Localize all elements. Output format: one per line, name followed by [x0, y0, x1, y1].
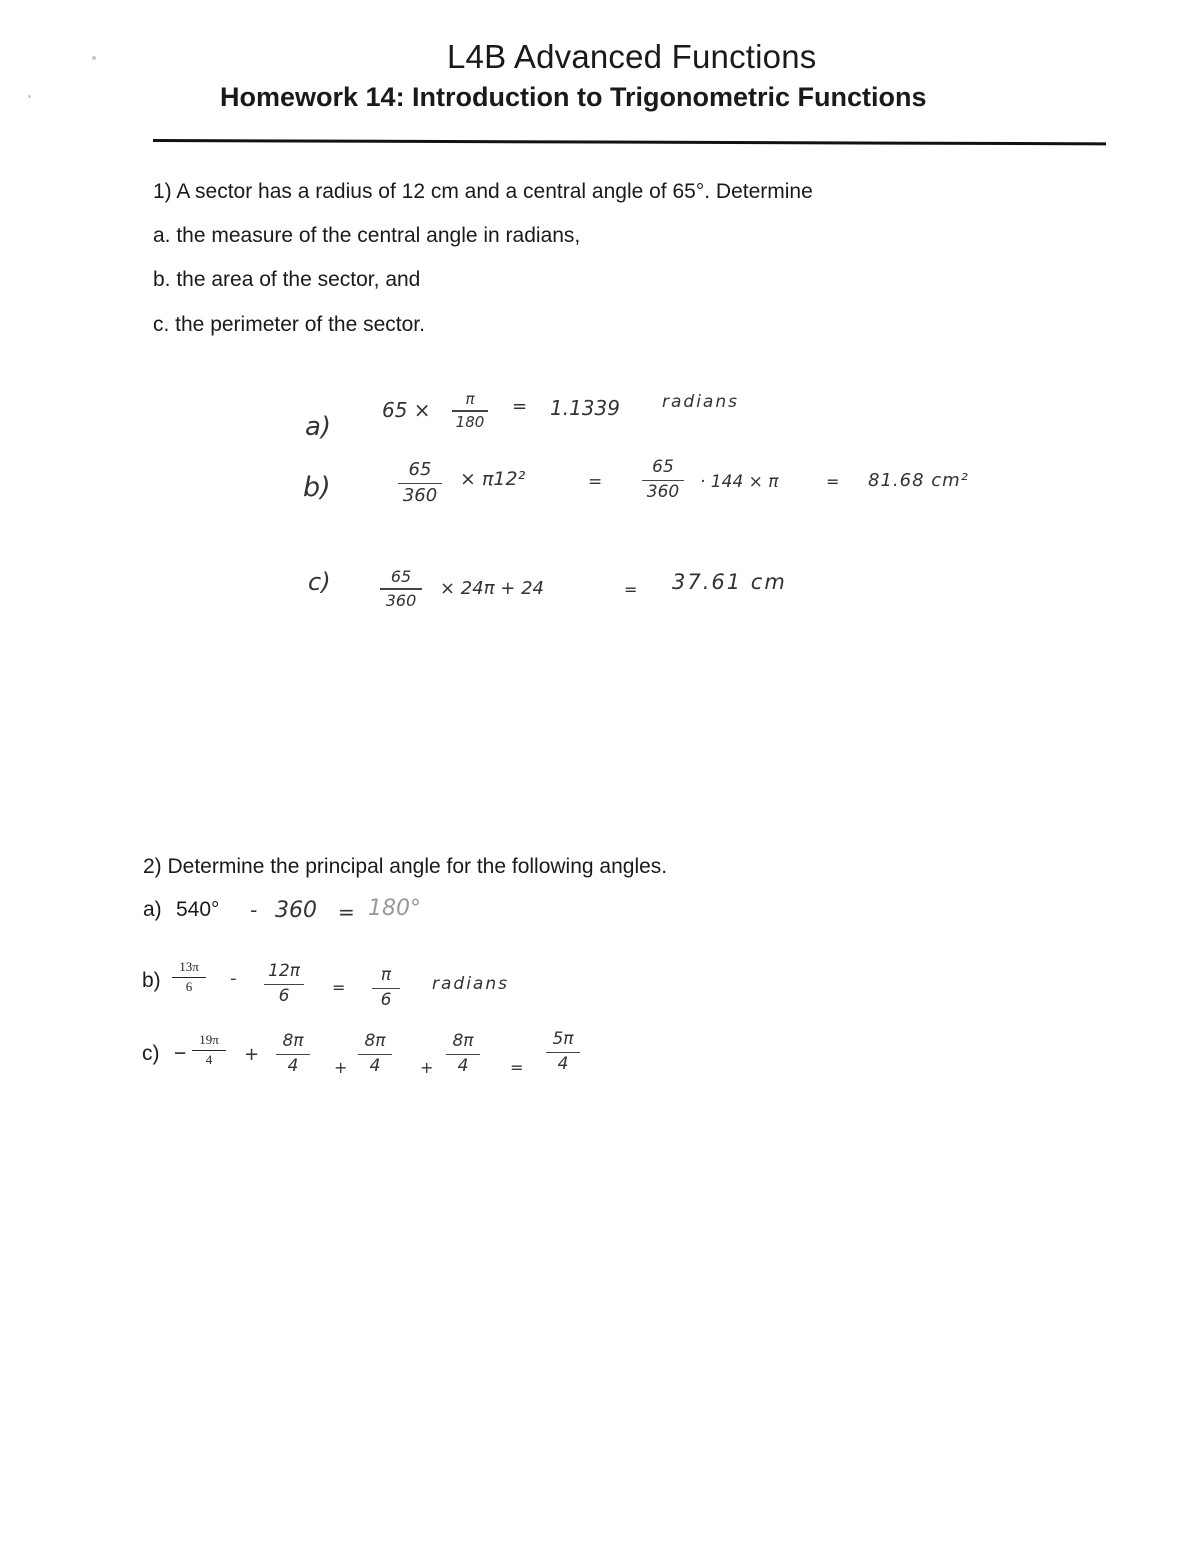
work-2b-fraction-1 — [264, 962, 304, 1006]
work-2b-unit: radians — [432, 974, 509, 994]
fraction-bar — [264, 984, 304, 985]
work-1b-equals-2: = — [826, 472, 840, 491]
question-2b-label: b) — [142, 969, 161, 992]
work-1a-fraction-den: 180 — [455, 412, 485, 431]
work-2b-fraction-2 — [372, 966, 400, 1010]
fraction-bar — [398, 483, 442, 484]
work-1b-middle: × π12² — [460, 468, 526, 490]
work-2a-result: 180° — [368, 896, 421, 921]
work-1b-equals-1: = — [588, 472, 603, 492]
work-2c-operator-1: + — [244, 1044, 260, 1065]
work-1a-equals: = — [512, 396, 528, 417]
fraction-bar — [358, 1054, 392, 1055]
work-1c-fraction — [380, 568, 422, 610]
document-subtitle: Homework 14: Introduction to Trigonometric Functions — [220, 82, 927, 112]
work-1a-result: 1.1339 — [550, 396, 620, 420]
work-1c-middle: × 24π + 24 — [440, 578, 544, 599]
work-1a-lhs: 65 × — [382, 398, 431, 422]
question-2-prompt: 2) Determine the principal angle for the following angles. — [143, 855, 668, 878]
fraction-bar — [446, 1054, 480, 1055]
work-2b-equals: = — [332, 978, 346, 997]
work-2c-fraction-4-den: 4 — [557, 1053, 569, 1074]
work-1a-unit: radians — [662, 392, 739, 412]
question-2b-fraction — [172, 960, 206, 995]
work-1b-fraction-2-num: 65 — [652, 457, 674, 477]
work-1b-fraction-2-den: 360 — [646, 481, 680, 502]
fraction-bar — [372, 988, 400, 989]
work-1a-fraction — [452, 391, 488, 431]
work-1c-fraction-den: 360 — [385, 590, 417, 610]
question-2c-numerator: 19π — [199, 1032, 219, 1047]
work-1b-label: b) — [303, 472, 331, 503]
work-2a-subtrahend: 360 — [275, 898, 317, 923]
work-2c-fraction-2 — [358, 1032, 392, 1076]
work-2c-fraction-3 — [446, 1032, 480, 1076]
work-2c-operator-2: + — [334, 1058, 348, 1077]
work-2a-equals: = — [338, 900, 355, 924]
header-divider — [153, 139, 1106, 145]
work-2c-fraction-1-num: 8π — [282, 1031, 304, 1051]
work-2c-operator-3: + — [420, 1058, 434, 1077]
work-1b-fraction-1-num: 65 — [408, 459, 432, 480]
work-1b-middle-2: · 144 × π — [700, 472, 779, 492]
work-1a-label: a) — [305, 412, 332, 442]
work-2a-operator: - — [250, 898, 258, 922]
question-2c-fraction — [192, 1033, 226, 1068]
work-1c-result: 37.61 cm — [672, 570, 787, 594]
work-2b-fraction-2-den: 6 — [380, 989, 392, 1010]
question-2b-numerator: 13π — [179, 959, 199, 974]
work-2c-fraction-1-den: 4 — [287, 1055, 299, 1076]
work-1a-fraction-num: π — [465, 390, 475, 408]
question-1-part-b: b. the area of the sector, and — [153, 268, 421, 291]
work-1b-fraction-2 — [642, 458, 684, 502]
work-1b-fraction-1 — [398, 460, 442, 507]
question-2a-value: 540° — [176, 898, 220, 921]
work-2c-fraction-3-num: 8π — [452, 1031, 474, 1051]
work-1b-result: 81.68 cm² — [868, 470, 969, 491]
fraction-bar — [642, 480, 684, 481]
work-2b-fraction-2-num: π — [380, 965, 392, 985]
work-2b-fraction-1-den: 6 — [278, 985, 290, 1006]
work-2c-equals: = — [510, 1058, 524, 1077]
work-1c-equals: = — [624, 580, 638, 599]
work-2c-fraction-4 — [546, 1030, 580, 1074]
fraction-bar — [192, 1050, 226, 1051]
question-2a-label: a) — [143, 898, 162, 921]
fraction-bar — [380, 588, 422, 589]
work-2c-fraction-2-den: 4 — [369, 1055, 381, 1076]
scan-speck — [28, 95, 31, 98]
fraction-bar — [276, 1054, 310, 1055]
fraction-bar — [172, 977, 206, 978]
question-2c-label: c) — [142, 1042, 160, 1065]
work-2b-operator: - — [230, 968, 237, 989]
work-2c-fraction-2-num: 8π — [364, 1031, 386, 1051]
fraction-bar — [452, 410, 488, 411]
question-1-part-a: a. the measure of the central angle in radians, — [153, 224, 581, 247]
question-2c-denominator: 4 — [205, 1051, 213, 1067]
work-2b-fraction-1-num: 12π — [268, 961, 300, 981]
work-1b-fraction-1-den: 360 — [402, 485, 438, 507]
question-1-part-c: c. the perimeter of the sector. — [153, 313, 425, 336]
question-2c-sign: − — [174, 1042, 187, 1065]
scan-speck — [92, 56, 96, 60]
document-title: L4B Advanced Functions — [447, 38, 817, 75]
work-1c-fraction-num: 65 — [390, 567, 412, 586]
work-1c-label: c) — [308, 568, 331, 596]
work-2c-fraction-3-den: 4 — [457, 1055, 469, 1076]
question-1-prompt: 1) A sector has a radius of 12 cm and a central angle of 65°. Determine — [153, 180, 813, 203]
fraction-bar — [546, 1052, 580, 1053]
question-2b-denominator: 6 — [185, 978, 193, 994]
work-2c-fraction-1 — [276, 1032, 310, 1076]
work-2c-fraction-4-num: 5π — [552, 1029, 574, 1049]
